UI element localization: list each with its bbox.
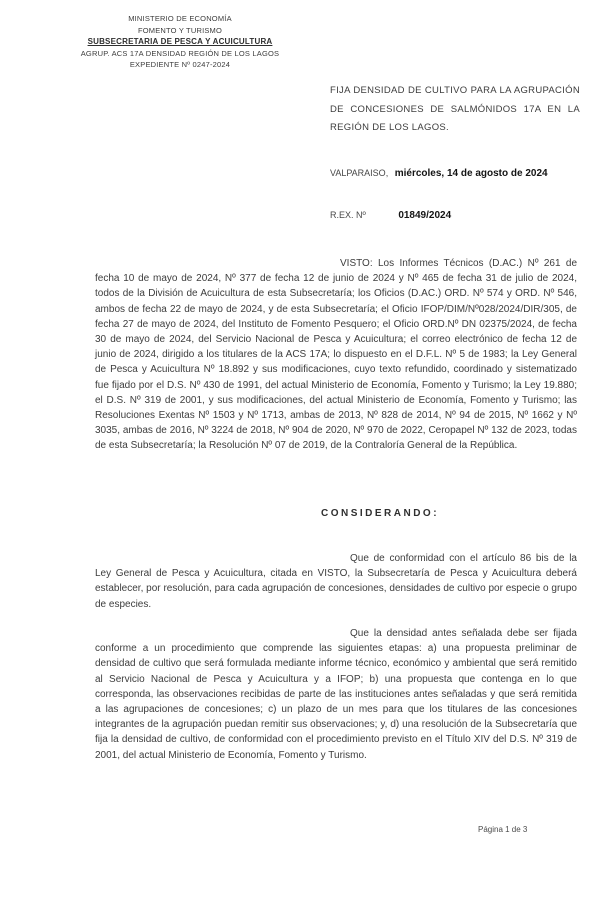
unit-line: AGRUP. ACS 17A DENSIDAD REGIÓN DE LOS LAGOS	[80, 48, 280, 58]
resolution-subject: FIJA DENSIDAD DE CULTIVO PARA LA AGRUPACIÓN DE CONCESIONES DE SALMÓNIDOS 17A EN LA REGIÓN DE LOS LAGOS.	[330, 85, 580, 133]
considerando-heading: CONSIDERANDO:	[320, 508, 440, 519]
visto-paragraph: VISTO: Los Informes Técnicos (D.AC.) Nº 261 de fecha 10 de mayo de 2024, Nº 377 de fecha 12 de junio de 2024 y Nº 465 de fecha 31 de julio de 2024, todos de la División de Acuicultura de esta Subsecretaría; los Oficios (D.AC.) ORD. Nº 574 y ORD. Nº 546, ambos de fecha 22 de mayo de 2024, y de esta Subsecretaría; el Oficio IFOP/DIM/Nº028/2024/DIR/305, de fecha 27 de mayo de 2024, del Instituto de Fomento Pesquero; el Oficio ORD.Nº DN 02375/2024, de fecha 30 de mayo de 2024, del Servicio Nacional de Pesca y Acuicultura; el correo electrónico de fecha 12 de junio de 2024, dirigido a los titulares de la ACS 17A; lo dispuesto en el D.F.L. Nº 5 de 1983; la Ley General de Pesca y Acuicultura Nº 18.892 y sus modificaciones, cuyo texto refundido, coordinado y sistematizado fue fijado por el D.S. Nº 430 de 1991, del actual Ministerio de Economía, Fomento y Turismo; la Ley 19.880; el D.S. Nº 319 de 2001, y sus modificaciones, del actual Ministerio de Economía, Fomento y Turismo; las Resoluciones Exentas Nº 1503 y Nº 1713, ambas de 2013, Nº 828 de 2014, Nº 94 de 2015, Nº 1662 y Nº 3035, ambas de 2016, Nº 3224 de 2018, Nº 904 de 2020, Nº 970 de 2022, Ceropapel Nº 132 de 2023, todas de esta Subsecretaría; la Resolución Nº 07 de 2019, de la Contraloría General de la República.	[95, 258, 577, 452]
considerando-paragraph-2: Que la densidad antes señalada debe ser fijada conforme a un procedimiento que comprende las siguientes etapas: a) una propuesta preliminar de densidad de cultivo que será formulada mediante informe técnico, económico y ambiental que será remitido al Servicio Nacional de Pesca y Acuicultura y a IFOP; b) una propuesta que contenga en lo que corresponda, las observaciones recibidas de parte de las instituciones antes señaladas y que será remitida a las agrupaciones de concesiones; c) un plazo de un mes para que los titulares de las concesiones integrantes de la agrupación puedan remitir sus observaciones; y, d) una resolución de la Subsecretaría que fija la densidad de cultivo, de conformidad con el procedimiento previsto en el Título XIV del D.S. Nº 319 de 2001, del actual Ministerio de Economía, Fomento y Turismo.	[95, 628, 577, 761]
expediente-number: EXPEDIENTE Nº 0247-2024	[129, 60, 231, 69]
page-number-indicator: Página 1 de 3	[478, 825, 528, 834]
city-label: VALPARAISO,	[330, 168, 389, 178]
subsecretaria-name: SUBSECRETARIA DE PESCA Y ACUICULTURA	[87, 37, 273, 46]
ministry-name-line2: FOMENTO Y TURISMO	[137, 25, 223, 35]
rex-number: 01849/2024	[398, 210, 452, 221]
resolution-date: miércoles, 14 de agosto de 2024	[394, 168, 548, 179]
city-date-line	[330, 168, 548, 179]
rex-line	[330, 210, 451, 221]
rex-label: R.EX. Nº	[330, 210, 366, 220]
ministry-name-line1: MINISTERIO DE ECONOMÍA	[128, 14, 232, 23]
considerando-paragraph-1: Que de conformidad con el artículo 86 bis de la Ley General de Pesca y Acuicultura, citada en VISTO, la Subsecretaría de Pesca y Acuicultura deberá establecer, por resolución, para cada agrupación de concesiones, densidades de cultivo por especie o grupo de especies.	[95, 553, 577, 610]
letterhead	[48, 13, 312, 71]
